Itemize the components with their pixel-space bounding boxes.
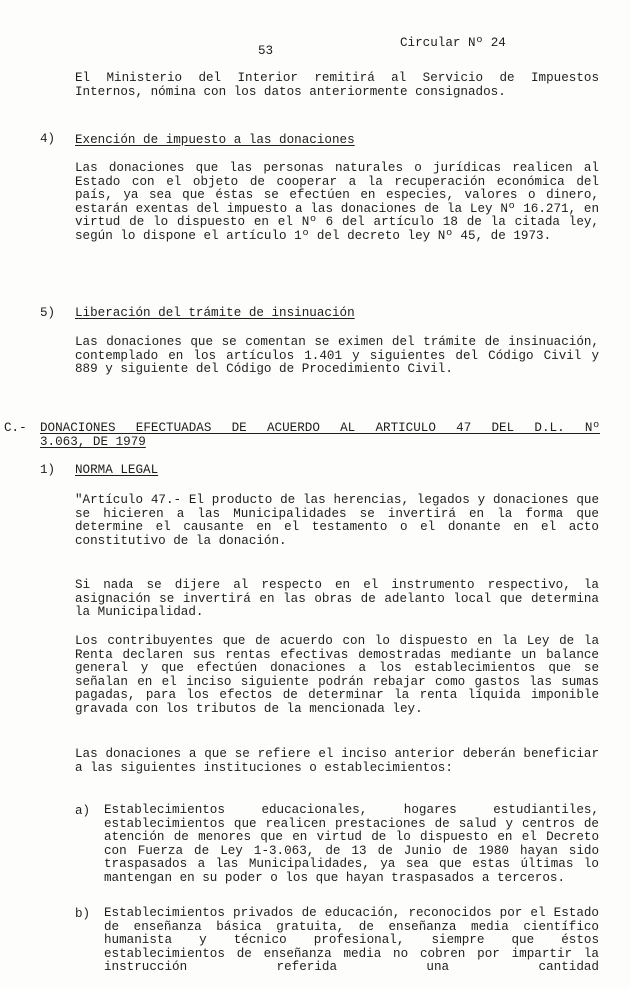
section-4-number: 4) [40,132,56,146]
section-5-body: Las donaciones que se comentan se eximen del trámite de insinuación, contemplado en los artículos 1.401 y siguientes del Código Civil y 889 y siguiente del Código de Procedimiento Civil. [75,335,599,377]
section-5-number: 5) [40,306,56,320]
page-number: 53 [258,44,274,58]
item-b-label: b) [75,907,91,921]
section-c-label: C.- [4,421,27,435]
section-4-body: Las donaciones que las personas naturales o jurídicas realicen al Estado con el objeto de cooperar a la recuperación económica del país, ya sea que éstas se efectúen en especies, valores o dinero, estarán exentas del impuesto a las donaciones de la Ley Nº 16.271, en virtud de lo dispuesto en el Nº 6 del artículo 18 de la citada ley, según lo dispone el artículo 1º del decreto ley Nº 45, de 1973. [75,161,599,243]
circular-number: Circular Nº 24 [400,36,506,50]
subsection-1-number: 1) [40,463,56,477]
item-a-text: Establecimientos educacionales, hogares estudiantiles, establecimientos que realicen prestaciones de salud y centros de atención de menores que en virtud de lo dispuesto en el Decreto con Fuerza de Ley 1-3.063, de 13 de Junio de 1980 hayan sido traspasados a las Municipalidades, ya sea que estas últimas lo mantengan en su poder o los que hayan traspasados a terceros. [104,803,599,885]
section-c-title-line-2: 3.063, DE 1979 [40,435,146,449]
article-47-paragraph-4: Las donaciones a que se refiere el inciso anterior deberán beneficiar a las siguientes instituciones o establecimientos: [75,747,599,775]
article-47-paragraph-3: Los contribuyentes que de acuerdo con lo dispuesto en la Ley de la Renta declaren sus rentas efectivas demostradas mediante un balance general y que efectúen donaciones a los establecimientos que se señalan en el inciso siguiente podrán rebajar como gastos las sumas pagadas, para los efectos de determinar la renta líquida imponible gravada con los tributos de la mencionada ley. [75,634,599,716]
item-a-label: a) [75,804,91,818]
section-4-title: Exención de impuesto a las donaciones [75,133,355,147]
item-b-text: Establecimientos privados de educación, reconocidos por el Estado de enseñanza básica gratuita, de enseñanza media científico humanista y técnico profesional, siempre que éstos establecimientos de enseñanza media no cobren por impartir la instrucción referida una cantidad [104,906,599,975]
article-47-paragraph-1: "Artículo 47.- El producto de las herencias, legados y donaciones que se hicieren a las Municipalidades se invertirá en la forma que determine el causante en el testamento o el donante en el acto constitutivo de la donación. [75,493,599,548]
subsection-1-title: NORMA LEGAL [75,463,159,477]
section-5-title: Liberación del trámite de insinuación [75,306,355,320]
section-c-title-line-1: DONACIONES EFECTUADAS DE ACUERDO AL ARTICULO 47 DEL D.L. Nº [40,421,600,435]
intro-paragraph: El Ministerio del Interior remitirá al Servicio de Impuestos Internos, nómina con los datos anteriormente consignados. [75,71,599,99]
article-47-paragraph-2: Si nada se dijere al respecto en el instrumento respectivo, la asignación se invertirá en las obras de adelanto local que determina la Municipalidad. [75,578,599,620]
